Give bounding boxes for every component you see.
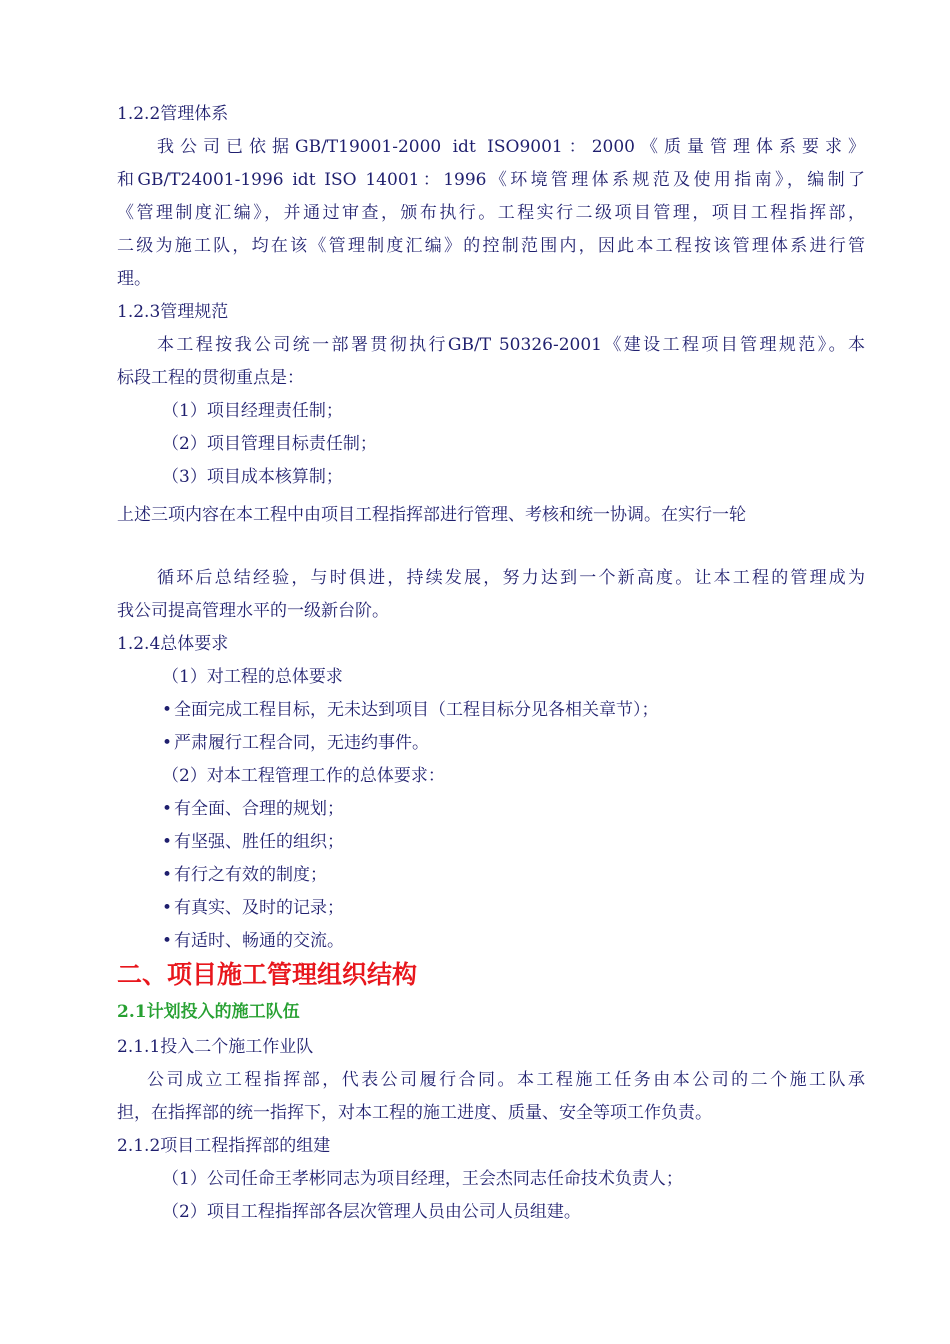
list-item: （1）项目经理责任制； [162, 401, 343, 421]
bullet-icon: • [162, 733, 173, 753]
paragraph-line: 和GB/T24001-1996 idt ISO 14001：1996《环境管理体系规范及使用指南》，编制了 [117, 170, 865, 190]
section-heading-2-1: 2.1计划投入的施工队伍 [117, 1002, 300, 1022]
sub-heading: （2）对本工程管理工作的总体要求： [162, 766, 445, 786]
paragraph-line: 我公司提高管理水平的一级新台阶。 [117, 601, 389, 621]
paragraph-line: 我公司已依据GB/T19001-2000 idt ISO9001：2000《质量管理体系要求》 [157, 137, 865, 157]
section-heading-2-1-1: 2.1.1投入二个施工作业队 [117, 1037, 314, 1057]
bullet-icon: • [162, 898, 173, 918]
paragraph-line: 标段工程的贯彻重点是： [117, 368, 304, 388]
list-item: （2）项目管理目标责任制； [162, 434, 377, 454]
section-heading-2-1-2: 2.1.2项目工程指挥部的组建 [117, 1136, 331, 1156]
section-heading-1-2-4: 1.2.4总体要求 [117, 634, 229, 654]
bullet-icon: • [162, 799, 173, 819]
list-item: （1）公司任命王孝彬同志为项目经理，王会杰同志任命技术负责人； [162, 1169, 683, 1189]
paragraph-line: 理。 [117, 269, 151, 289]
paragraph-line: 上述三项内容在本工程中由项目工程指挥部进行管理、考核和统一协调。在实行一轮 [117, 505, 746, 525]
list-item: （3）项目成本核算制； [162, 467, 343, 487]
chapter-title: 二、项目施工管理组织结构 [117, 960, 418, 989]
bullet-icon: • [162, 865, 173, 885]
paragraph-line: 循环后总结经验，与时俱进，持续发展，努力达到一个新高度。让本工程的管理成为 [157, 568, 865, 588]
bullet-icon: • [162, 700, 173, 720]
paragraph-line: 二级为施工队，均在该《管理制度汇编》的控制范围内，因此本工程按该管理体系进行管 [117, 236, 865, 256]
list-item: • 严肃履行工程合同，无违约事件。 [162, 733, 429, 753]
list-item: （2）项目工程指挥部各层次管理人员由公司人员组建。 [162, 1202, 581, 1222]
list-item: • 有真实、及时的记录； [162, 898, 344, 918]
list-item: • 全面完成工程目标，无未达到项目（工程目标分见各相关章节）； [162, 700, 659, 720]
list-item: • 有全面、合理的规划； [162, 799, 344, 819]
list-item: • 有适时、畅通的交流。 [162, 931, 344, 951]
paragraph-line: 《管理制度汇编》，并通过审查，颁布执行。工程实行二级项目管理，项目工程指挥部， [117, 203, 865, 223]
sub-heading: （1）对工程的总体要求 [162, 667, 343, 687]
list-item: • 有行之有效的制度； [162, 865, 327, 885]
paragraph-line: 本工程按我公司统一部署贯彻执行GB/T 50326-2001《建设工程项目管理规范》。本 [157, 335, 865, 355]
paragraph-line: 公司成立工程指挥部，代表公司履行合同。本工程施工任务由本公司的二个施工队承 [147, 1070, 865, 1090]
bullet-icon: • [162, 832, 173, 852]
section-heading-1-2-3: 1.2.3管理规范 [117, 302, 229, 322]
paragraph-line: 担，在指挥部的统一指挥下，对本工程的施工进度、质量、安全等项工作负责。 [117, 1103, 712, 1123]
section-heading-1-2-2: 1.2.2管理体系 [117, 104, 229, 124]
list-item: • 有坚强、胜任的组织； [162, 832, 344, 852]
bullet-icon: • [162, 931, 173, 951]
